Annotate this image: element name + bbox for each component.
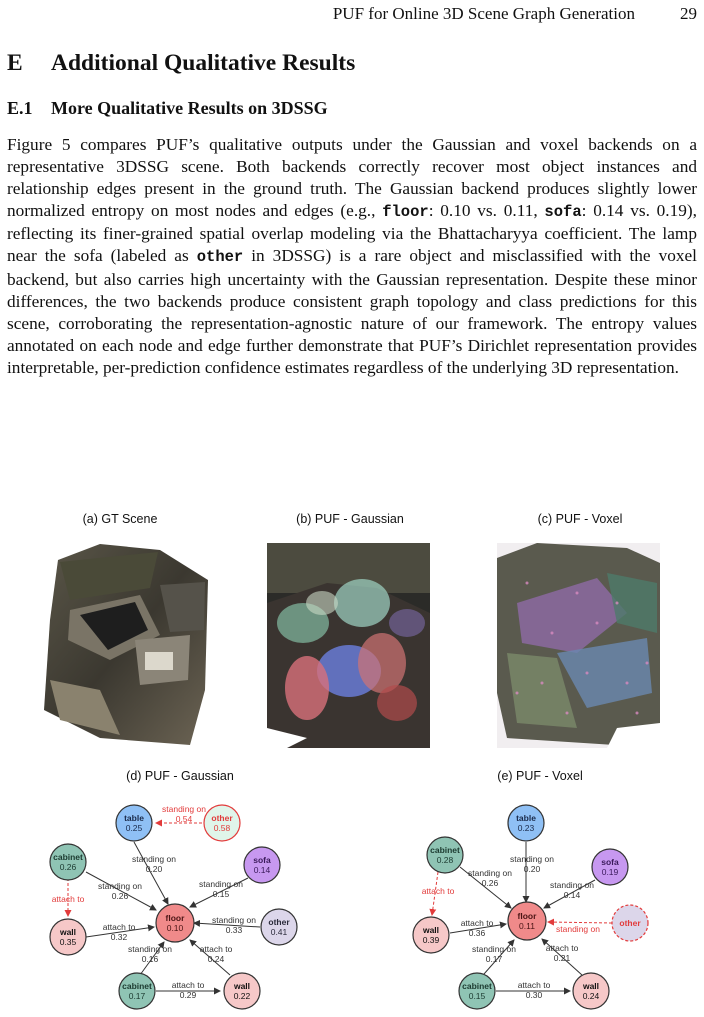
inline-code-sofa: sofa bbox=[544, 203, 582, 222]
node-table bbox=[508, 805, 544, 841]
edge-value: 0.33 bbox=[225, 925, 243, 935]
paragraph-text: Figure 5 compares PUF’s qualitative outputs under the Gaussian and voxel backends on a representative 3DSSG scene. Both backends correctly recover most object instances and relationship edges present in the ground truth. The Gaussian backend produces slightly lower normalized entropy on most nodes and edges (e.g., bbox=[7, 135, 697, 221]
node-cabinet bbox=[50, 844, 86, 880]
svg-text:0.28: 0.28 bbox=[436, 855, 454, 865]
svg-text:0.39: 0.39 bbox=[422, 935, 440, 945]
svg-text:0.35: 0.35 bbox=[59, 937, 77, 947]
svg-text:cabinet: cabinet bbox=[53, 852, 83, 862]
paragraph-text: in 3DSSG) is a rare object and misclassified with the voxel backend, but also carries high uncertainty with the Gaussian representation. Despite these minor differences, the two backends produce consistent graph topology and class predictions for this scene, corroborating the representation-agnostic nature of our framework. The entropy values annotated on each node and edge further demonstrate that PUF’s Dirichlet representation provides interpretable, per-prediction confidence estimates regardless of the underlying 3D representation. bbox=[7, 246, 697, 377]
edge-value: 0.30 bbox=[525, 990, 543, 1000]
edge-label: attach to bbox=[51, 894, 85, 904]
edge-label: standing on bbox=[98, 881, 142, 891]
voxel-scene-image bbox=[497, 543, 660, 748]
subsection-heading bbox=[7, 98, 328, 119]
svg-text:0.41: 0.41 bbox=[270, 927, 288, 937]
edge-value: 0.36 bbox=[468, 928, 486, 938]
svg-text:other: other bbox=[619, 918, 641, 928]
svg-text:0.25: 0.25 bbox=[125, 823, 143, 833]
node-floor bbox=[508, 902, 546, 940]
edge-label: attach to bbox=[199, 944, 233, 954]
svg-text:table: table bbox=[516, 813, 536, 823]
svg-text:other: other bbox=[268, 917, 290, 927]
edge-other-floor bbox=[548, 922, 612, 923]
node-wall bbox=[573, 973, 609, 1009]
edge-value: 0.54 bbox=[175, 814, 193, 824]
svg-text:0.23: 0.23 bbox=[517, 823, 535, 833]
edge-label: standing on bbox=[472, 944, 516, 954]
edge-label: attach to bbox=[460, 918, 494, 928]
node-cabinet bbox=[427, 837, 463, 873]
svg-text:0.19: 0.19 bbox=[601, 867, 619, 877]
edge-label: standing on bbox=[550, 880, 594, 890]
section-heading bbox=[7, 50, 355, 77]
panel-title-e: (e) PUF - Voxel bbox=[497, 769, 583, 783]
node-other-misclassified bbox=[612, 905, 648, 941]
paragraph-text: : 0.14 vs. 0.19), reflecting its finer-grained spatial overlap modeling via the Bhattacharyya coefficient. The lamp near the sofa (labeled as bbox=[7, 201, 697, 266]
svg-text:other: other bbox=[211, 813, 233, 823]
voxel-scene-graph bbox=[390, 790, 690, 1017]
edge-label: attach to bbox=[421, 886, 455, 896]
svg-text:0.22: 0.22 bbox=[233, 991, 251, 1001]
edge-value: 0.16 bbox=[141, 954, 159, 964]
edge-value: 0.24 bbox=[207, 954, 225, 964]
edge-value: 0.21 bbox=[553, 953, 571, 963]
node-cabinet bbox=[459, 973, 495, 1009]
edge-label: standing on bbox=[510, 854, 554, 864]
node-other bbox=[261, 909, 297, 945]
gaussian-scene-image bbox=[267, 543, 430, 748]
edge-value: 0.20 bbox=[145, 864, 163, 874]
svg-text:floor: floor bbox=[165, 913, 185, 923]
node-sofa bbox=[244, 847, 280, 883]
node-other-misclassified bbox=[204, 805, 240, 841]
gaussian-scene-graph bbox=[30, 790, 330, 1017]
inline-code-other: other bbox=[196, 248, 244, 267]
body-paragraph bbox=[7, 134, 697, 379]
edge-label: attach to bbox=[545, 943, 579, 953]
panel-title-d: (d) PUF - Gaussian bbox=[126, 769, 234, 783]
node-wall bbox=[224, 973, 260, 1009]
edge-value: 0.14 bbox=[563, 890, 581, 900]
svg-text:table: table bbox=[124, 813, 144, 823]
node-wall bbox=[413, 917, 449, 953]
edge-value: 0.26 bbox=[481, 878, 499, 888]
svg-text:wall: wall bbox=[59, 927, 77, 937]
edge-label: attach to bbox=[171, 980, 205, 990]
svg-text:wall: wall bbox=[233, 981, 251, 991]
node-sofa bbox=[592, 849, 628, 885]
section-title: Additional Qualitative Results bbox=[51, 50, 356, 76]
edge-value: 0.26 bbox=[111, 891, 129, 901]
svg-text:0.14: 0.14 bbox=[253, 865, 271, 875]
subsection-title: More Qualitative Results on 3DSSG bbox=[51, 98, 328, 118]
node-floor bbox=[156, 904, 194, 942]
svg-text:0.17: 0.17 bbox=[128, 991, 146, 1001]
svg-text:cabinet: cabinet bbox=[122, 981, 152, 991]
section-number: E bbox=[7, 50, 23, 76]
edge-label: standing on bbox=[468, 868, 512, 878]
node-table bbox=[116, 805, 152, 841]
svg-text:0.58: 0.58 bbox=[213, 823, 231, 833]
edge-label: standing on bbox=[128, 944, 172, 954]
edge-label: standing on bbox=[212, 915, 256, 925]
svg-text:cabinet: cabinet bbox=[462, 981, 492, 991]
page-number: 29 bbox=[680, 4, 697, 23]
svg-text:sofa: sofa bbox=[253, 855, 271, 865]
svg-text:0.10: 0.10 bbox=[166, 923, 184, 933]
edge-value: 0.20 bbox=[523, 864, 541, 874]
gt-scene-image bbox=[40, 540, 210, 750]
subsection-number: E.1 bbox=[7, 98, 33, 118]
running-title: PUF for Online 3D Scene Graph Generation bbox=[332, 4, 635, 23]
svg-text:sofa: sofa bbox=[601, 857, 619, 867]
svg-text:wall: wall bbox=[582, 981, 600, 991]
edge-label: standing on bbox=[162, 804, 206, 814]
panel-title-b: (b) PUF - Gaussian bbox=[296, 512, 404, 526]
svg-text:cabinet: cabinet bbox=[430, 845, 460, 855]
edge-label: standing on bbox=[132, 854, 176, 864]
node-cabinet bbox=[119, 973, 155, 1009]
edge-label: attach to bbox=[517, 980, 551, 990]
panel-title-a: (a) GT Scene bbox=[82, 512, 158, 526]
svg-text:0.24: 0.24 bbox=[582, 991, 600, 1001]
edge-label: standing on bbox=[199, 879, 243, 889]
edge-value: 0.32 bbox=[110, 932, 128, 942]
edge-value: 0.17 bbox=[485, 954, 503, 964]
inline-code-floor: floor bbox=[382, 203, 429, 222]
svg-text:0.11: 0.11 bbox=[519, 921, 535, 931]
svg-text:0.26: 0.26 bbox=[59, 862, 77, 872]
edge-value: 0.15 bbox=[212, 889, 230, 899]
edge-value: 0.29 bbox=[179, 990, 197, 1000]
panel-title-c: (c) PUF - Voxel bbox=[537, 512, 623, 526]
svg-text:floor: floor bbox=[517, 911, 537, 921]
node-wall bbox=[50, 919, 86, 955]
paragraph-text: : 0.10 vs. 0.11, bbox=[428, 201, 545, 221]
edge-label: attach to bbox=[102, 922, 136, 932]
svg-text:wall: wall bbox=[422, 925, 440, 935]
svg-text:0.15: 0.15 bbox=[468, 991, 486, 1001]
edge-label: standing on bbox=[556, 924, 600, 934]
